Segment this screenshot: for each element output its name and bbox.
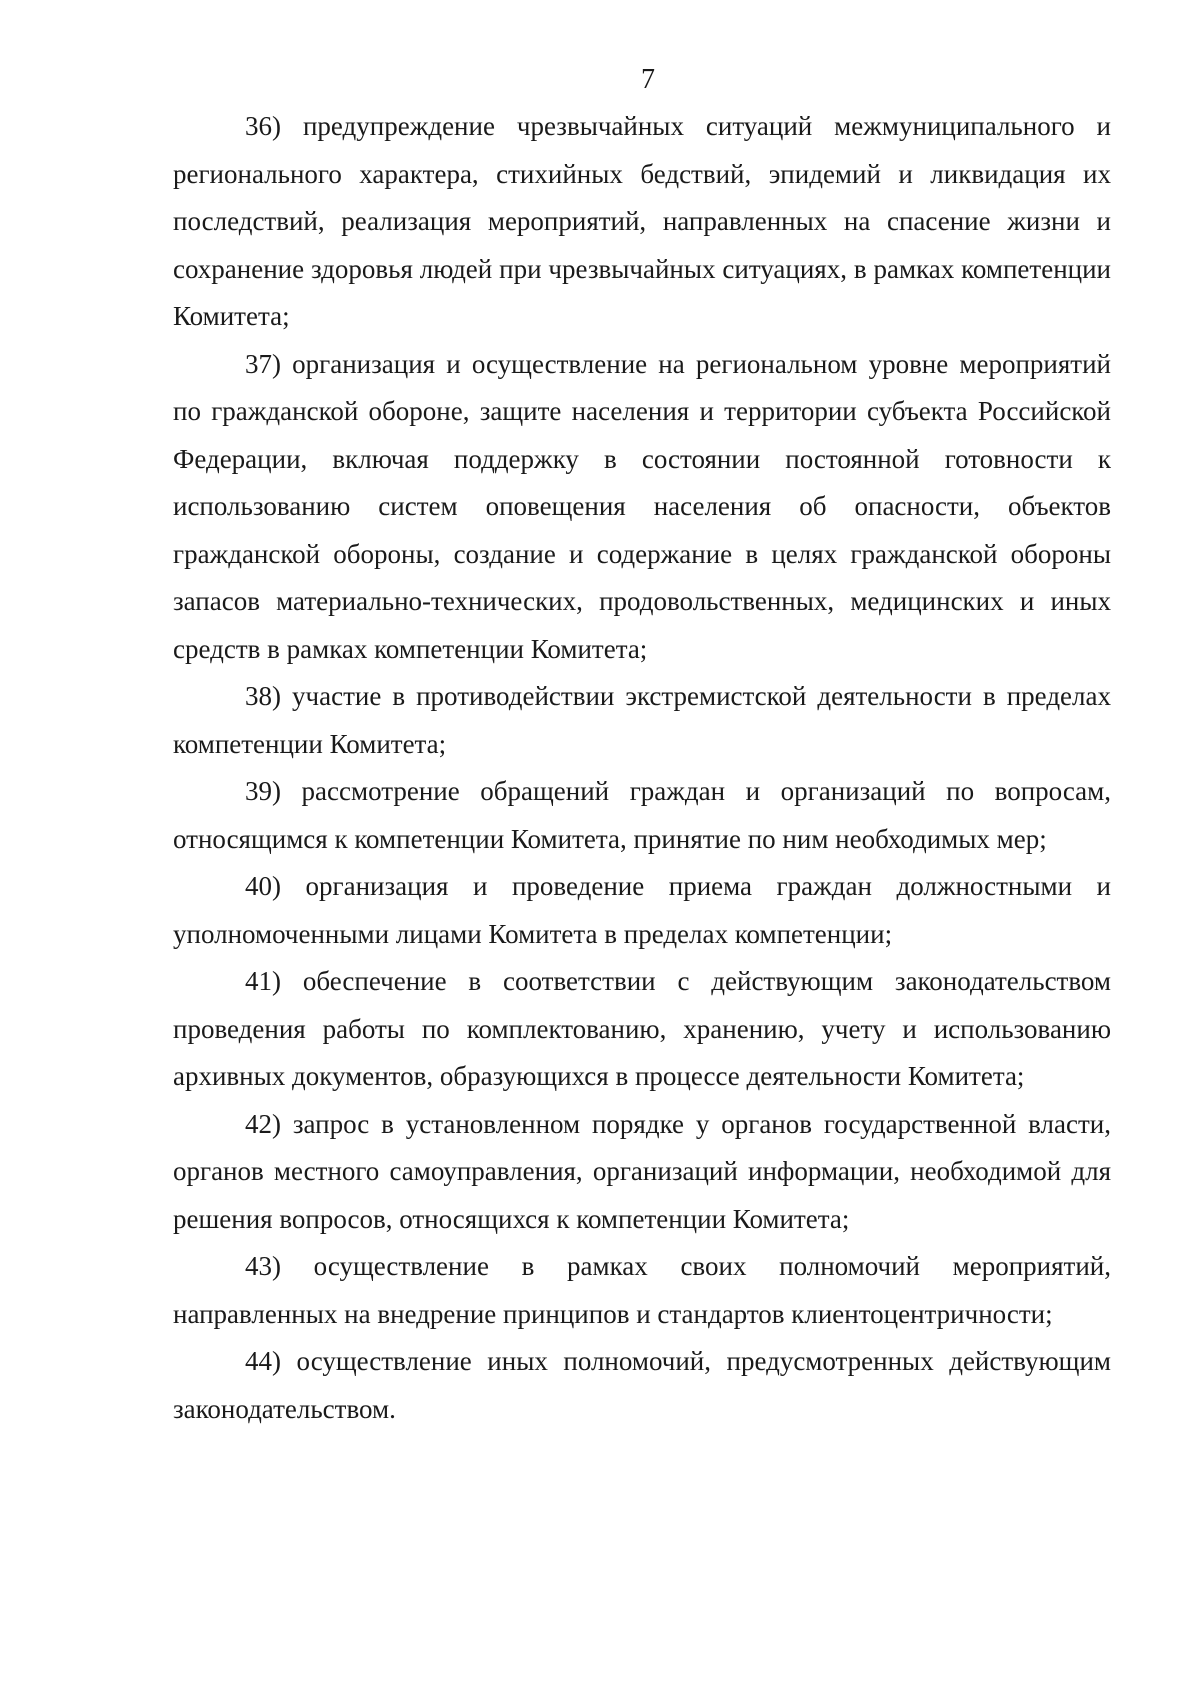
list-item-38: 38) участие в противодействии экстремистской деятельности в пределах компетенции Комитета; xyxy=(173,681,1111,759)
list-item-41: 41) обеспечение в соответствии с действующим законодательством проведения работы по комплектованию, хранению, учету и использованию архивных документов, образующихся в процессе деятельности Комитета; xyxy=(173,966,1111,1091)
list-item-36: 36) предупреждение чрезвычайных ситуаций межмуниципального и регионального характера, стихийных бедствий, эпидемий и ликвидация их последствий, реализация мероприятий, направленных на спасение жизни и сохранение здоровья людей при чрезвычайных ситуациях, в рамках компетенции Комитета; xyxy=(173,111,1111,331)
list-item-42: 42) запрос в установленном порядке у органов государственной власти, органов местного самоуправления, организаций информации, необходимой для решения вопросов, относящихся к компетенции Комитета; xyxy=(173,1108,1111,1234)
list-item-40: 40) организация и проведение приема граждан должностными и уполномоченными лицами Комитета в пределах компетенции; xyxy=(173,871,1111,949)
list-item-37: 37) организация и осуществление на региональном уровне мероприятий по гражданской обороне, защите населения и территории субъекта Российской Федерации, включая поддержку в состоянии постоянной готовности к использованию систем оповещения населения об опасности, объектов гражданской обороны, создание и содержание в целях гражданской обороны запасов материально-технических, продовольственных, медицинских и иных средств в рамках компетенции Комитета; xyxy=(173,348,1111,664)
list-item-44: 44) осуществление иных полномочий, предусмотренных действующим законодательством. xyxy=(173,1346,1111,1424)
list-item-43: 43) осуществление в рамках своих полномочий мероприятий, направленных на внедрение принципов и стандартов клиентоцентричности; xyxy=(173,1251,1111,1329)
list-item-39: 39) рассмотрение обращений граждан и организаций по вопросам, относящимся к компетенции Комитета, принятие по ним необходимых мер; xyxy=(173,776,1111,854)
document-body xyxy=(173,103,1111,1433)
page-number: 7 xyxy=(641,64,655,95)
